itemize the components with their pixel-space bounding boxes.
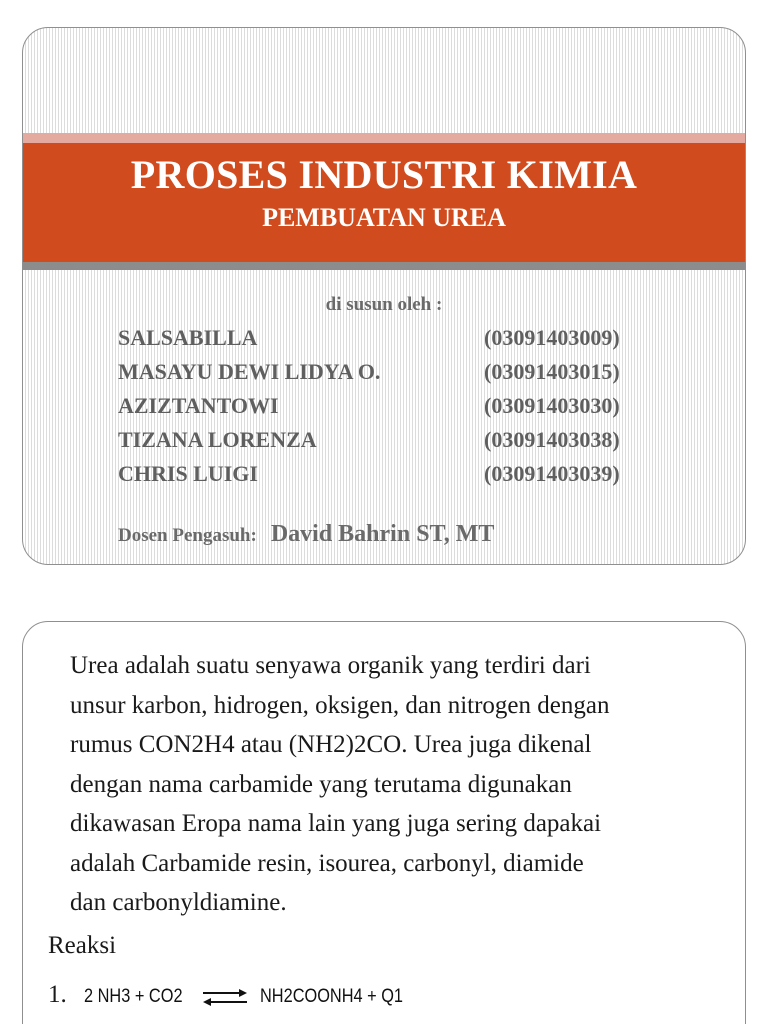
definition-slide (22, 621, 746, 1024)
paragraph-line: dan carbonyldiamine. (70, 889, 287, 916)
paragraph-line: dengan nama carbamide yang terutama digunakan (70, 770, 572, 798)
member-row (118, 457, 678, 491)
author-caption: di susun oleh : (325, 294, 443, 315)
equilibrium-arrow-icon (201, 985, 249, 1009)
member-row (118, 389, 678, 423)
member-name: TIZANA LORENZA (118, 427, 317, 452)
member-id: (03091403009) (484, 325, 620, 350)
slide-title: PROSES INDUSTRI KIMIA (130, 152, 638, 197)
paragraph-line: adalah Carbamide resin, isourea, carbonyl, diamide (70, 849, 584, 877)
reaction-number: 1. (48, 981, 67, 1008)
paragraph-line: unsur karbon, hidrogen, oksigen, dan nitrogen dengan (70, 691, 610, 719)
slide-subtitle: PEMBUATAN UREA (262, 203, 506, 232)
reaction-products: NH2COONH4 + Q1 (260, 986, 404, 1007)
member-name: MASAYU DEWI LIDYA O. (118, 359, 381, 384)
reaction-row (48, 977, 648, 1017)
member-id: (03091403030) (484, 393, 620, 418)
member-name: CHRIS LUIGI (118, 461, 258, 486)
member-row (118, 321, 678, 355)
cover-slide (22, 27, 746, 565)
member-row (118, 355, 678, 389)
lecturer-row (118, 521, 494, 548)
definition-paragraph (70, 646, 720, 923)
member-id: (03091403015) (484, 359, 620, 384)
paragraph-line: dikawasan Eropa nama lain yang juga sering dapakai (70, 810, 602, 837)
member-list (118, 321, 678, 491)
paragraph-line: rumus CON2H4 atau (NH2)2CO. Urea juga dikenal (70, 731, 592, 758)
member-name: AZIZTANTOWI (118, 393, 279, 418)
accent-stripe-top (23, 133, 745, 143)
lecturer-name: David Bahrin ST, MT (270, 521, 495, 547)
lecturer-label: Dosen Pengasuh: (118, 525, 257, 546)
accent-stripe-bottom (23, 262, 745, 270)
member-id: (03091403039) (484, 461, 620, 486)
member-id: (03091403038) (484, 427, 620, 452)
reaction-heading: Reaksi (48, 932, 117, 959)
paragraph-line: Urea adalah suatu senyawa organik yang terdiri dari (70, 652, 591, 679)
member-name: SALSABILLA (118, 325, 258, 350)
member-row (118, 423, 678, 457)
reaction-reactants: 2 NH3 + CO2 (84, 986, 183, 1007)
